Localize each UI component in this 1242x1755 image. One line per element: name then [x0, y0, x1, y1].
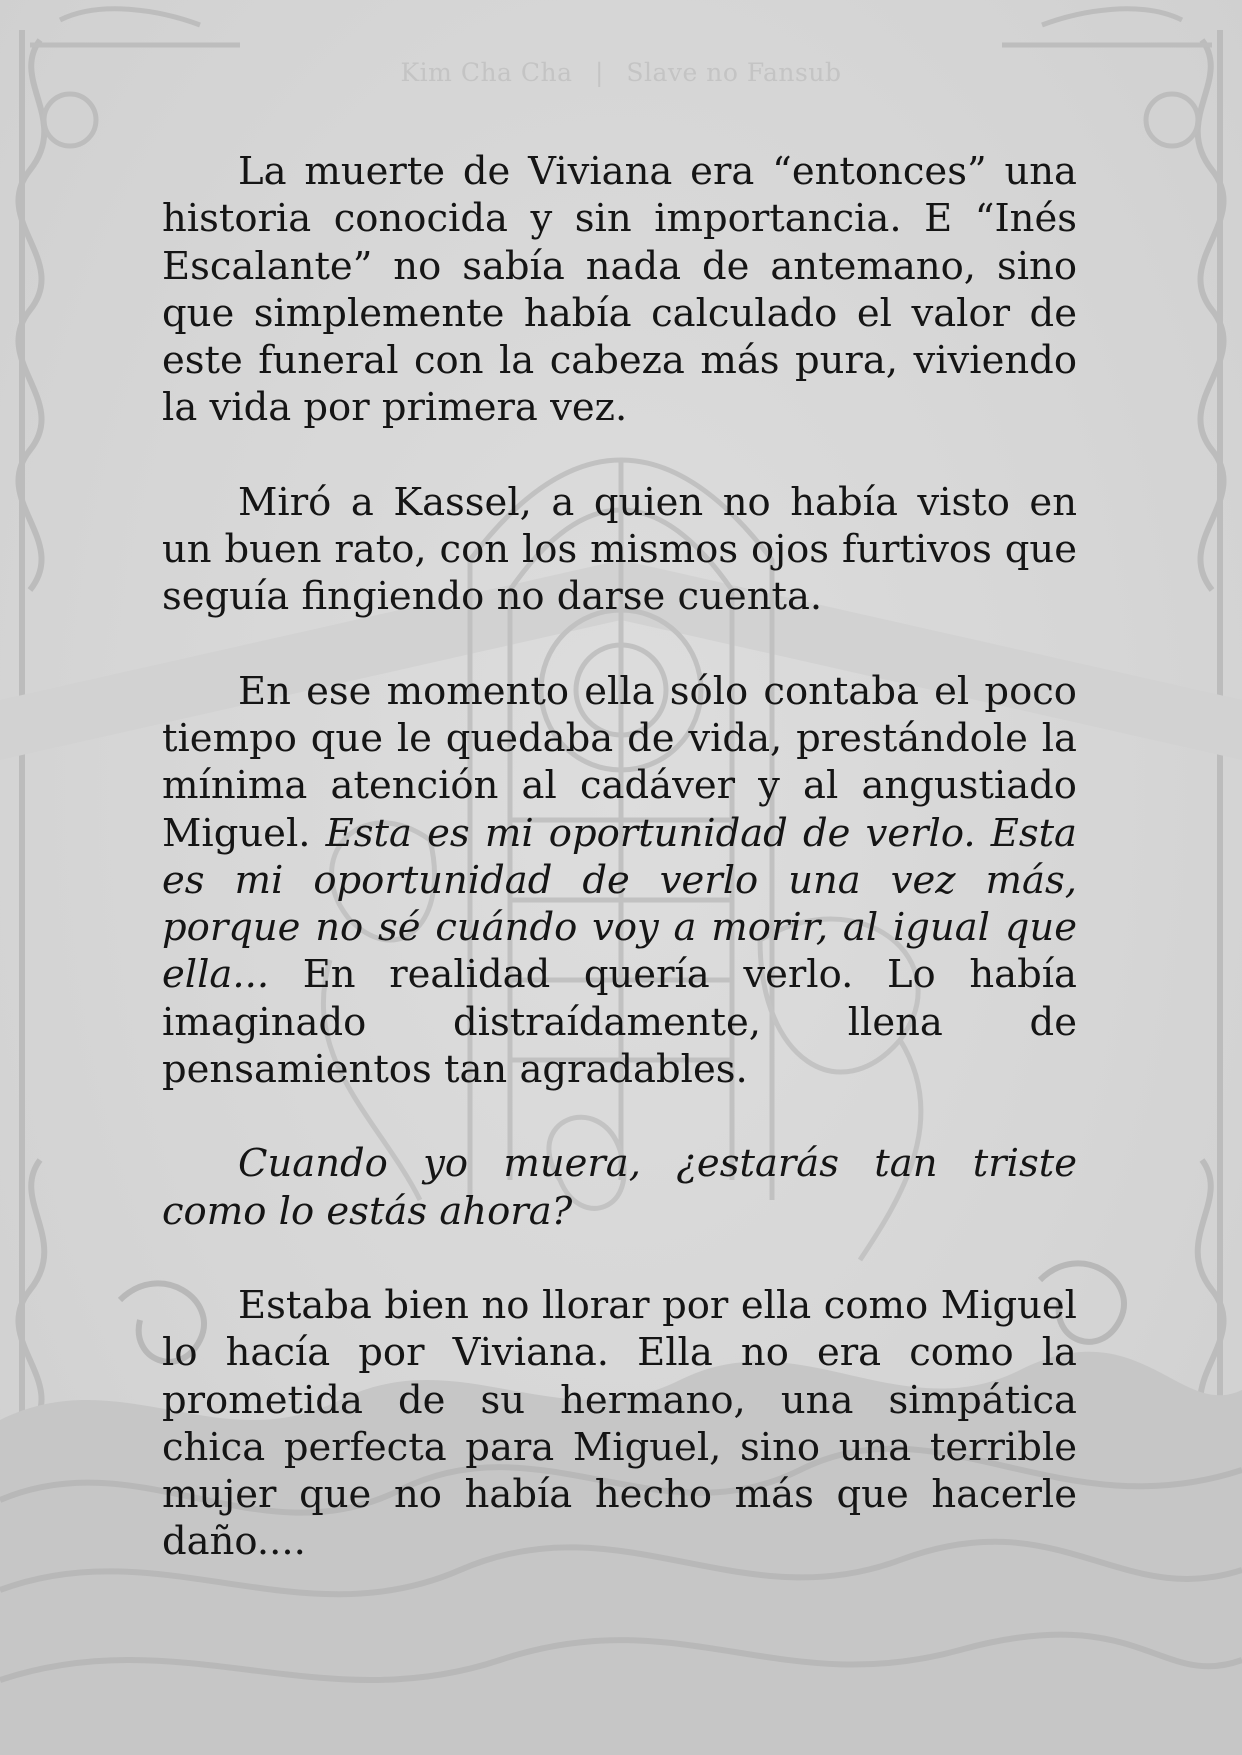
text-run: Estaba bien no llorar por ella como Miguel lo hacía por Viviana. Ella no era como la prometida de su hermano, una simpática chica perfecta para Miguel, sino una terrible mujer que no había hecho más que hacerle daño.... — [162, 1282, 1077, 1565]
paragraph — [162, 668, 1077, 1094]
paragraph — [162, 1140, 1077, 1235]
text-run: Miró a Kassel, a quien no había visto en un buen rato, con los mismos ojos furtivos que seguía fingiendo no darse cuenta. — [162, 479, 1077, 620]
body-text — [162, 148, 1077, 1613]
text-run: En ese momento ella sólo contaba el poco tiempo que le quedaba de vida, prestándole la mínima atención al cadáver y al angustiado Miguel. — [162, 668, 1077, 856]
text-run: La muerte de Viviana era “entonces” una historia conocida y sin importancia. E “Inés Escalante” no sabía nada de antemano, sino que simplemente había calculado el valor de este funeral con la cabeza más pura, viviendo la vida por primera vez. — [162, 149, 1077, 431]
paragraph — [162, 148, 1077, 432]
italic-thought: Esta es mi oportunidad de verlo. Esta es mi oportunidad de verlo una vez más, porque no sé cuándo voy a morir, al igual que ella... — [162, 810, 1078, 998]
paragraph — [162, 479, 1077, 621]
text-run: En realidad quería verlo. Lo había imaginado distraídamente, llena de pensamientos tan agradables. — [162, 952, 1077, 1093]
header-separator: | — [595, 58, 604, 87]
paragraph — [162, 1282, 1077, 1566]
header-right: Slave no Fansub — [626, 58, 842, 87]
running-header — [0, 58, 1242, 87]
italic-thought: Cuando yo muera, ¿estarás tan triste como lo estás ahora? — [162, 1141, 1077, 1234]
header-left: Kim Cha Cha — [400, 58, 573, 87]
